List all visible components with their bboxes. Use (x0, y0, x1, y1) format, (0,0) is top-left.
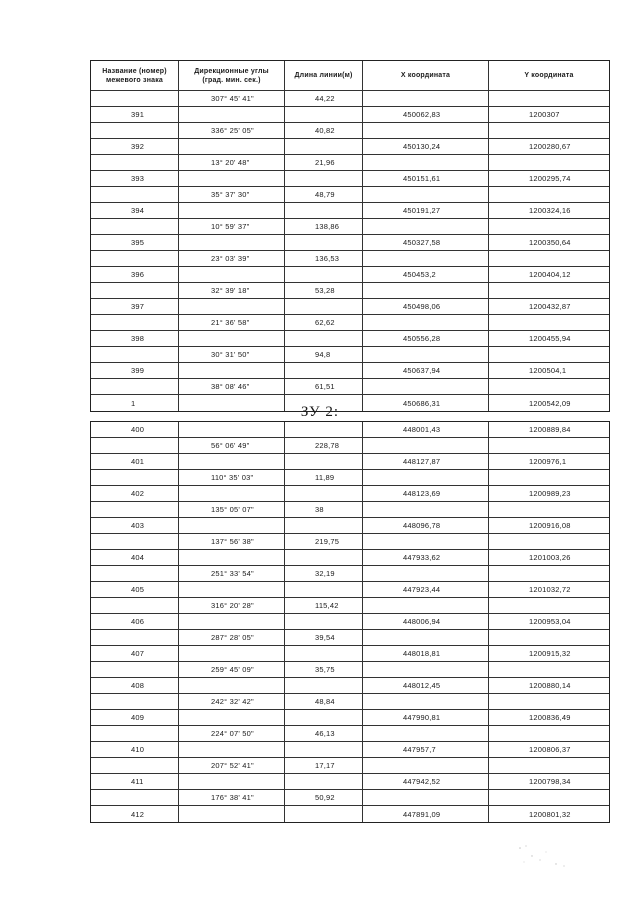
segment-name-cell (91, 630, 179, 645)
segment-y-cell (489, 566, 609, 581)
line-length-cell: 35,75 (285, 662, 363, 677)
y-coordinate-cell: 1200989,23 (529, 489, 571, 498)
segment-x-cell (363, 470, 489, 485)
point-length-cell (285, 454, 363, 469)
segment-row (91, 790, 609, 806)
point-length-cell (285, 486, 363, 501)
segment-name-cell (91, 123, 179, 138)
point-angle-cell (179, 171, 285, 186)
y-coordinate-cell: 1200542,09 (529, 398, 571, 408)
y-coordinate-cell: 1200889,84 (529, 425, 571, 434)
segment-y-cell (489, 155, 609, 170)
segment-x-cell (363, 566, 489, 581)
x-coordinate-cell: 450498,06 (363, 299, 489, 314)
point-angle-cell (179, 518, 285, 533)
direction-angle-cell: 287° 28' 05" (179, 630, 285, 645)
line-length-cell: 61,51 (285, 379, 363, 394)
x-coordinate-cell: 450637,94 (363, 363, 489, 378)
direction-angle-cell: 242° 32' 42" (179, 694, 285, 709)
line-length-cell: 38 (285, 502, 363, 517)
line-length-cell: 39,54 (285, 630, 363, 645)
segment-row (91, 155, 609, 171)
point-row (91, 678, 609, 694)
boundary-mark-name-cell: 401 (91, 454, 179, 469)
segment-y-cell (489, 790, 609, 805)
segment-name-cell (91, 91, 179, 106)
segment-y-cell (489, 758, 609, 773)
segment-row (91, 662, 609, 678)
point-angle-cell (179, 422, 285, 437)
y-coordinate-cell: 1200798,34 (529, 777, 571, 786)
length-header-text: Длина линии(м) (294, 72, 353, 79)
y-coordinate-cell: 1200455,94 (529, 334, 571, 343)
point-angle-cell (179, 678, 285, 693)
point-length-cell (285, 171, 363, 186)
point-length-cell (285, 107, 363, 122)
line-length-cell: 228,78 (285, 438, 363, 453)
segment-y-cell (489, 534, 609, 549)
y-coordinate-cell: 1200916,08 (529, 521, 571, 530)
y-column-header (489, 61, 609, 90)
segment-row (91, 251, 609, 267)
boundary-mark-name-cell: 391 (91, 107, 179, 122)
point-angle-cell (179, 203, 285, 218)
segment-y-cell (489, 694, 609, 709)
line-length-cell: 115,42 (285, 598, 363, 613)
x-coordinate-cell: 448018,81 (363, 646, 489, 661)
segment-name-cell (91, 694, 179, 709)
segment-name-cell (91, 758, 179, 773)
segment-x-cell (363, 598, 489, 613)
point-angle-cell (179, 710, 285, 725)
segment-name-cell (91, 726, 179, 741)
segment-y-cell (489, 219, 609, 234)
segment-row (91, 347, 609, 363)
segment-y-cell (489, 91, 609, 106)
segment-name-cell (91, 470, 179, 485)
segment-x-cell (363, 438, 489, 453)
point-length-cell (285, 518, 363, 533)
segment-x-cell (363, 123, 489, 138)
segment-row (91, 502, 609, 518)
point-length-cell (285, 806, 363, 822)
point-angle-cell (179, 299, 285, 314)
point-row (91, 331, 609, 347)
y-coordinate-cell: 1200880,14 (529, 681, 571, 690)
y-header-text: Y координата (524, 72, 574, 79)
y-coordinate-cell: 1200432,87 (529, 302, 571, 311)
boundary-mark-name-cell: 396 (91, 267, 179, 282)
x-coordinate-cell: 448012,45 (363, 678, 489, 693)
point-angle-cell (179, 582, 285, 597)
segment-y-cell (489, 502, 609, 517)
direction-angle-cell: 13° 20' 48" (179, 155, 285, 170)
y-coordinate-cell: 1200504,1 (529, 366, 567, 375)
point-length-cell (285, 267, 363, 282)
angle-header-line2: (град. мин. сек.) (202, 76, 261, 84)
boundary-mark-name-cell: 1 (91, 395, 179, 411)
point-angle-cell (179, 331, 285, 346)
name-header-line2: межевого знака (105, 76, 164, 84)
line-length-cell: 44,22 (285, 91, 363, 106)
point-row (91, 518, 609, 534)
y-coordinate-cell: 1200404,12 (529, 270, 571, 279)
x-coordinate-cell: 447957,7 (363, 742, 489, 757)
segment-x-cell (363, 662, 489, 677)
point-row (91, 806, 609, 822)
point-length-cell (285, 742, 363, 757)
boundary-mark-name-cell: 412 (91, 806, 179, 822)
point-row (91, 742, 609, 758)
boundary-mark-name-cell: 409 (91, 710, 179, 725)
segment-name-cell (91, 315, 179, 330)
y-coordinate-cell: 1200915,32 (529, 649, 571, 658)
direction-angle-cell: 21° 36' 58" (179, 315, 285, 330)
point-row (91, 454, 609, 470)
table-header (91, 61, 609, 91)
boundary-mark-name-cell: 406 (91, 614, 179, 629)
boundary-mark-name-cell: 408 (91, 678, 179, 693)
boundary-mark-name-cell: 398 (91, 331, 179, 346)
segment-name-cell (91, 790, 179, 805)
y-coordinate-cell: 1200836,49 (529, 713, 571, 722)
boundary-mark-name-cell: 410 (91, 742, 179, 757)
y-coordinate-cell: 1200324,16 (529, 206, 571, 215)
segment-x-cell (363, 379, 489, 394)
point-length-cell (285, 646, 363, 661)
segment-x-cell (363, 502, 489, 517)
x-coordinate-cell: 450686,31 (363, 395, 489, 411)
line-length-cell: 136,53 (285, 251, 363, 266)
x-coordinate-cell: 447990,81 (363, 710, 489, 725)
point-length-cell (285, 614, 363, 629)
segment-name-cell (91, 219, 179, 234)
boundary-mark-name-cell: 395 (91, 235, 179, 250)
point-angle-cell (179, 486, 285, 501)
point-length-cell (285, 203, 363, 218)
direction-angle-cell: 251° 33' 54" (179, 566, 285, 581)
segment-y-cell (489, 283, 609, 298)
direction-angle-cell: 56° 06' 49" (179, 438, 285, 453)
segment-name-cell (91, 598, 179, 613)
x-coordinate-cell: 447933,62 (363, 550, 489, 565)
point-row (91, 422, 609, 438)
x-coordinate-cell: 447891,09 (363, 806, 489, 822)
segment-name-cell (91, 187, 179, 202)
segment-name-cell (91, 662, 179, 677)
segment-y-cell (489, 630, 609, 645)
y-coordinate-cell: 1200801,32 (529, 809, 571, 819)
line-length-cell: 11,89 (285, 470, 363, 485)
segment-x-cell (363, 534, 489, 549)
boundary-mark-name-cell: 411 (91, 774, 179, 789)
line-length-cell: 53,28 (285, 283, 363, 298)
segment-row (91, 187, 609, 203)
segment-x-cell (363, 694, 489, 709)
line-length-cell: 62,62 (285, 315, 363, 330)
segment-row (91, 694, 609, 710)
line-length-cell: 40,82 (285, 123, 363, 138)
point-length-cell (285, 422, 363, 437)
segment-row (91, 283, 609, 299)
segment-y-cell (489, 187, 609, 202)
segment-y-cell (489, 726, 609, 741)
direction-angle-cell: 30° 31' 50" (179, 347, 285, 362)
line-length-cell: 17,17 (285, 758, 363, 773)
point-angle-cell (179, 235, 285, 250)
direction-angle-cell: 336° 25' 05" (179, 123, 285, 138)
angle-header-line1: Дирекционные углы (194, 67, 269, 75)
point-row (91, 139, 609, 155)
segment-y-cell (489, 438, 609, 453)
segment-y-cell (489, 470, 609, 485)
point-angle-cell (179, 267, 285, 282)
direction-angle-cell: 137° 56' 38" (179, 534, 285, 549)
segment-row (91, 438, 609, 454)
segment-y-cell (489, 251, 609, 266)
segment-row (91, 758, 609, 774)
point-angle-cell (179, 614, 285, 629)
segment-x-cell (363, 251, 489, 266)
x-coordinate-cell: 448127,87 (363, 454, 489, 469)
boundary-mark-name-cell: 399 (91, 363, 179, 378)
point-row (91, 203, 609, 219)
line-length-cell: 94,8 (285, 347, 363, 362)
direction-angle-cell: 135° 05' 07" (179, 502, 285, 517)
x-coordinate-cell: 450453,2 (363, 267, 489, 282)
y-coordinate-cell: 1200307 (529, 110, 560, 119)
boundary-mark-name-cell: 404 (91, 550, 179, 565)
segment-name-cell (91, 502, 179, 517)
segment-row (91, 566, 609, 582)
point-length-cell (285, 299, 363, 314)
segment-x-cell (363, 283, 489, 298)
y-coordinate-cell: 1200953,04 (529, 617, 571, 626)
point-length-cell (285, 550, 363, 565)
point-angle-cell (179, 454, 285, 469)
boundary-mark-name-cell: 405 (91, 582, 179, 597)
segment-x-cell (363, 91, 489, 106)
x-coordinate-cell: 450556,28 (363, 331, 489, 346)
point-row (91, 235, 609, 251)
line-length-cell: 32,19 (285, 566, 363, 581)
segment-y-cell (489, 315, 609, 330)
x-coordinate-cell: 448096,78 (363, 518, 489, 533)
boundary-table-2 (90, 421, 610, 823)
x-coordinate-cell: 450327,58 (363, 235, 489, 250)
direction-angle-cell: 176° 38' 41" (179, 790, 285, 805)
name-column-header (91, 61, 179, 90)
point-length-cell (285, 363, 363, 378)
boundary-mark-name-cell: 392 (91, 139, 179, 154)
segment-row (91, 379, 609, 395)
angle-column-header (179, 61, 285, 90)
segment-row (91, 470, 609, 486)
segment-x-cell (363, 726, 489, 741)
y-coordinate-cell: 1200350,64 (529, 238, 571, 247)
point-length-cell (285, 235, 363, 250)
point-row (91, 646, 609, 662)
line-length-cell: 48,84 (285, 694, 363, 709)
point-row (91, 582, 609, 598)
segment-x-cell (363, 155, 489, 170)
y-coordinate-cell: 1200806,37 (529, 745, 571, 754)
segment-name-cell (91, 438, 179, 453)
x-coordinate-cell: 447942,52 (363, 774, 489, 789)
x-header-text: X координата (400, 72, 451, 79)
point-row (91, 710, 609, 726)
segment-name-cell (91, 251, 179, 266)
point-length-cell (285, 582, 363, 597)
point-length-cell (285, 678, 363, 693)
x-coordinate-cell: 450151,61 (363, 171, 489, 186)
direction-angle-cell: 307° 45' 41" (179, 91, 285, 106)
boundary-mark-name-cell: 393 (91, 171, 179, 186)
segment-row (91, 726, 609, 742)
direction-angle-cell: 35° 37' 30" (179, 187, 285, 202)
x-coordinate-cell: 450191,27 (363, 203, 489, 218)
line-length-cell: 46,13 (285, 726, 363, 741)
line-length-cell: 21,96 (285, 155, 363, 170)
direction-angle-cell: 10° 59' 37" (179, 219, 285, 234)
direction-angle-cell: 38° 08' 46" (179, 379, 285, 394)
segment-y-cell (489, 123, 609, 138)
segment-row (91, 534, 609, 550)
direction-angle-cell: 110° 35' 03" (179, 470, 285, 485)
direction-angle-cell: 224° 07' 50" (179, 726, 285, 741)
boundary-mark-name-cell: 394 (91, 203, 179, 218)
x-coordinate-cell: 448123,69 (363, 486, 489, 501)
point-length-cell (285, 774, 363, 789)
x-coordinate-cell: 448001,43 (363, 422, 489, 437)
point-row (91, 550, 609, 566)
segment-x-cell (363, 187, 489, 202)
segment-row (91, 219, 609, 235)
segment-y-cell (489, 662, 609, 677)
segment-name-cell (91, 347, 179, 362)
point-row (91, 774, 609, 790)
point-row (91, 363, 609, 379)
segment-x-cell (363, 315, 489, 330)
point-row (91, 614, 609, 630)
segment-name-cell (91, 534, 179, 549)
direction-angle-cell: 32° 39' 18" (179, 283, 285, 298)
segment-name-cell (91, 283, 179, 298)
length-column-header (285, 61, 363, 90)
y-coordinate-cell: 1200280,67 (529, 142, 571, 151)
segment-name-cell (91, 379, 179, 394)
x-coordinate-cell: 450062,83 (363, 107, 489, 122)
boundary-table-1 (90, 60, 610, 412)
point-angle-cell (179, 646, 285, 661)
segment-x-cell (363, 219, 489, 234)
y-coordinate-cell: 1201003,26 (529, 553, 571, 562)
point-length-cell (285, 139, 363, 154)
segment-x-cell (363, 758, 489, 773)
x-coordinate-cell: 450130,24 (363, 139, 489, 154)
point-angle-cell (179, 742, 285, 757)
name-header-line1: Название (номер) (102, 67, 167, 75)
boundary-mark-name-cell: 397 (91, 299, 179, 314)
segment-y-cell (489, 347, 609, 362)
point-row (91, 299, 609, 315)
point-row (91, 267, 609, 283)
y-coordinate-cell: 1200295,74 (529, 174, 571, 183)
boundary-mark-name-cell: 400 (91, 422, 179, 437)
boundary-mark-name-cell: 402 (91, 486, 179, 501)
segment-row (91, 91, 609, 107)
y-coordinate-cell: 1201032,72 (529, 585, 571, 594)
point-length-cell (285, 331, 363, 346)
segment-name-cell (91, 566, 179, 581)
point-row (91, 486, 609, 502)
direction-angle-cell: 23° 03' 39" (179, 251, 285, 266)
segment-y-cell (489, 598, 609, 613)
y-coordinate-cell: 1200976,1 (529, 457, 567, 466)
point-angle-cell (179, 774, 285, 789)
point-row (91, 171, 609, 187)
direction-angle-cell: 259° 45' 09" (179, 662, 285, 677)
line-length-cell: 50,92 (285, 790, 363, 805)
x-column-header (363, 61, 489, 90)
direction-angle-cell: 316° 20' 28" (179, 598, 285, 613)
segment-row (91, 598, 609, 614)
segment-row (91, 123, 609, 139)
segment-name-cell (91, 155, 179, 170)
x-coordinate-cell: 447923,44 (363, 582, 489, 597)
point-angle-cell (179, 363, 285, 378)
point-angle-cell (179, 139, 285, 154)
line-length-cell: 138,86 (285, 219, 363, 234)
point-length-cell (285, 710, 363, 725)
point-row (91, 107, 609, 123)
segment-x-cell (363, 347, 489, 362)
point-angle-cell (179, 806, 285, 822)
segment-y-cell (489, 379, 609, 394)
segment-row (91, 315, 609, 331)
boundary-mark-name-cell: 403 (91, 518, 179, 533)
segment-row (91, 630, 609, 646)
point-angle-cell (179, 107, 285, 122)
direction-angle-cell: 207° 52' 41" (179, 758, 285, 773)
segment-x-cell (363, 630, 489, 645)
line-length-cell: 219,75 (285, 534, 363, 549)
segment-x-cell (363, 790, 489, 805)
point-angle-cell (179, 550, 285, 565)
boundary-mark-name-cell: 407 (91, 646, 179, 661)
scan-artifact-mark (512, 842, 572, 870)
x-coordinate-cell: 448006,94 (363, 614, 489, 629)
section-title-zu2: ЗУ 2: (300, 404, 340, 420)
line-length-cell: 48,79 (285, 187, 363, 202)
